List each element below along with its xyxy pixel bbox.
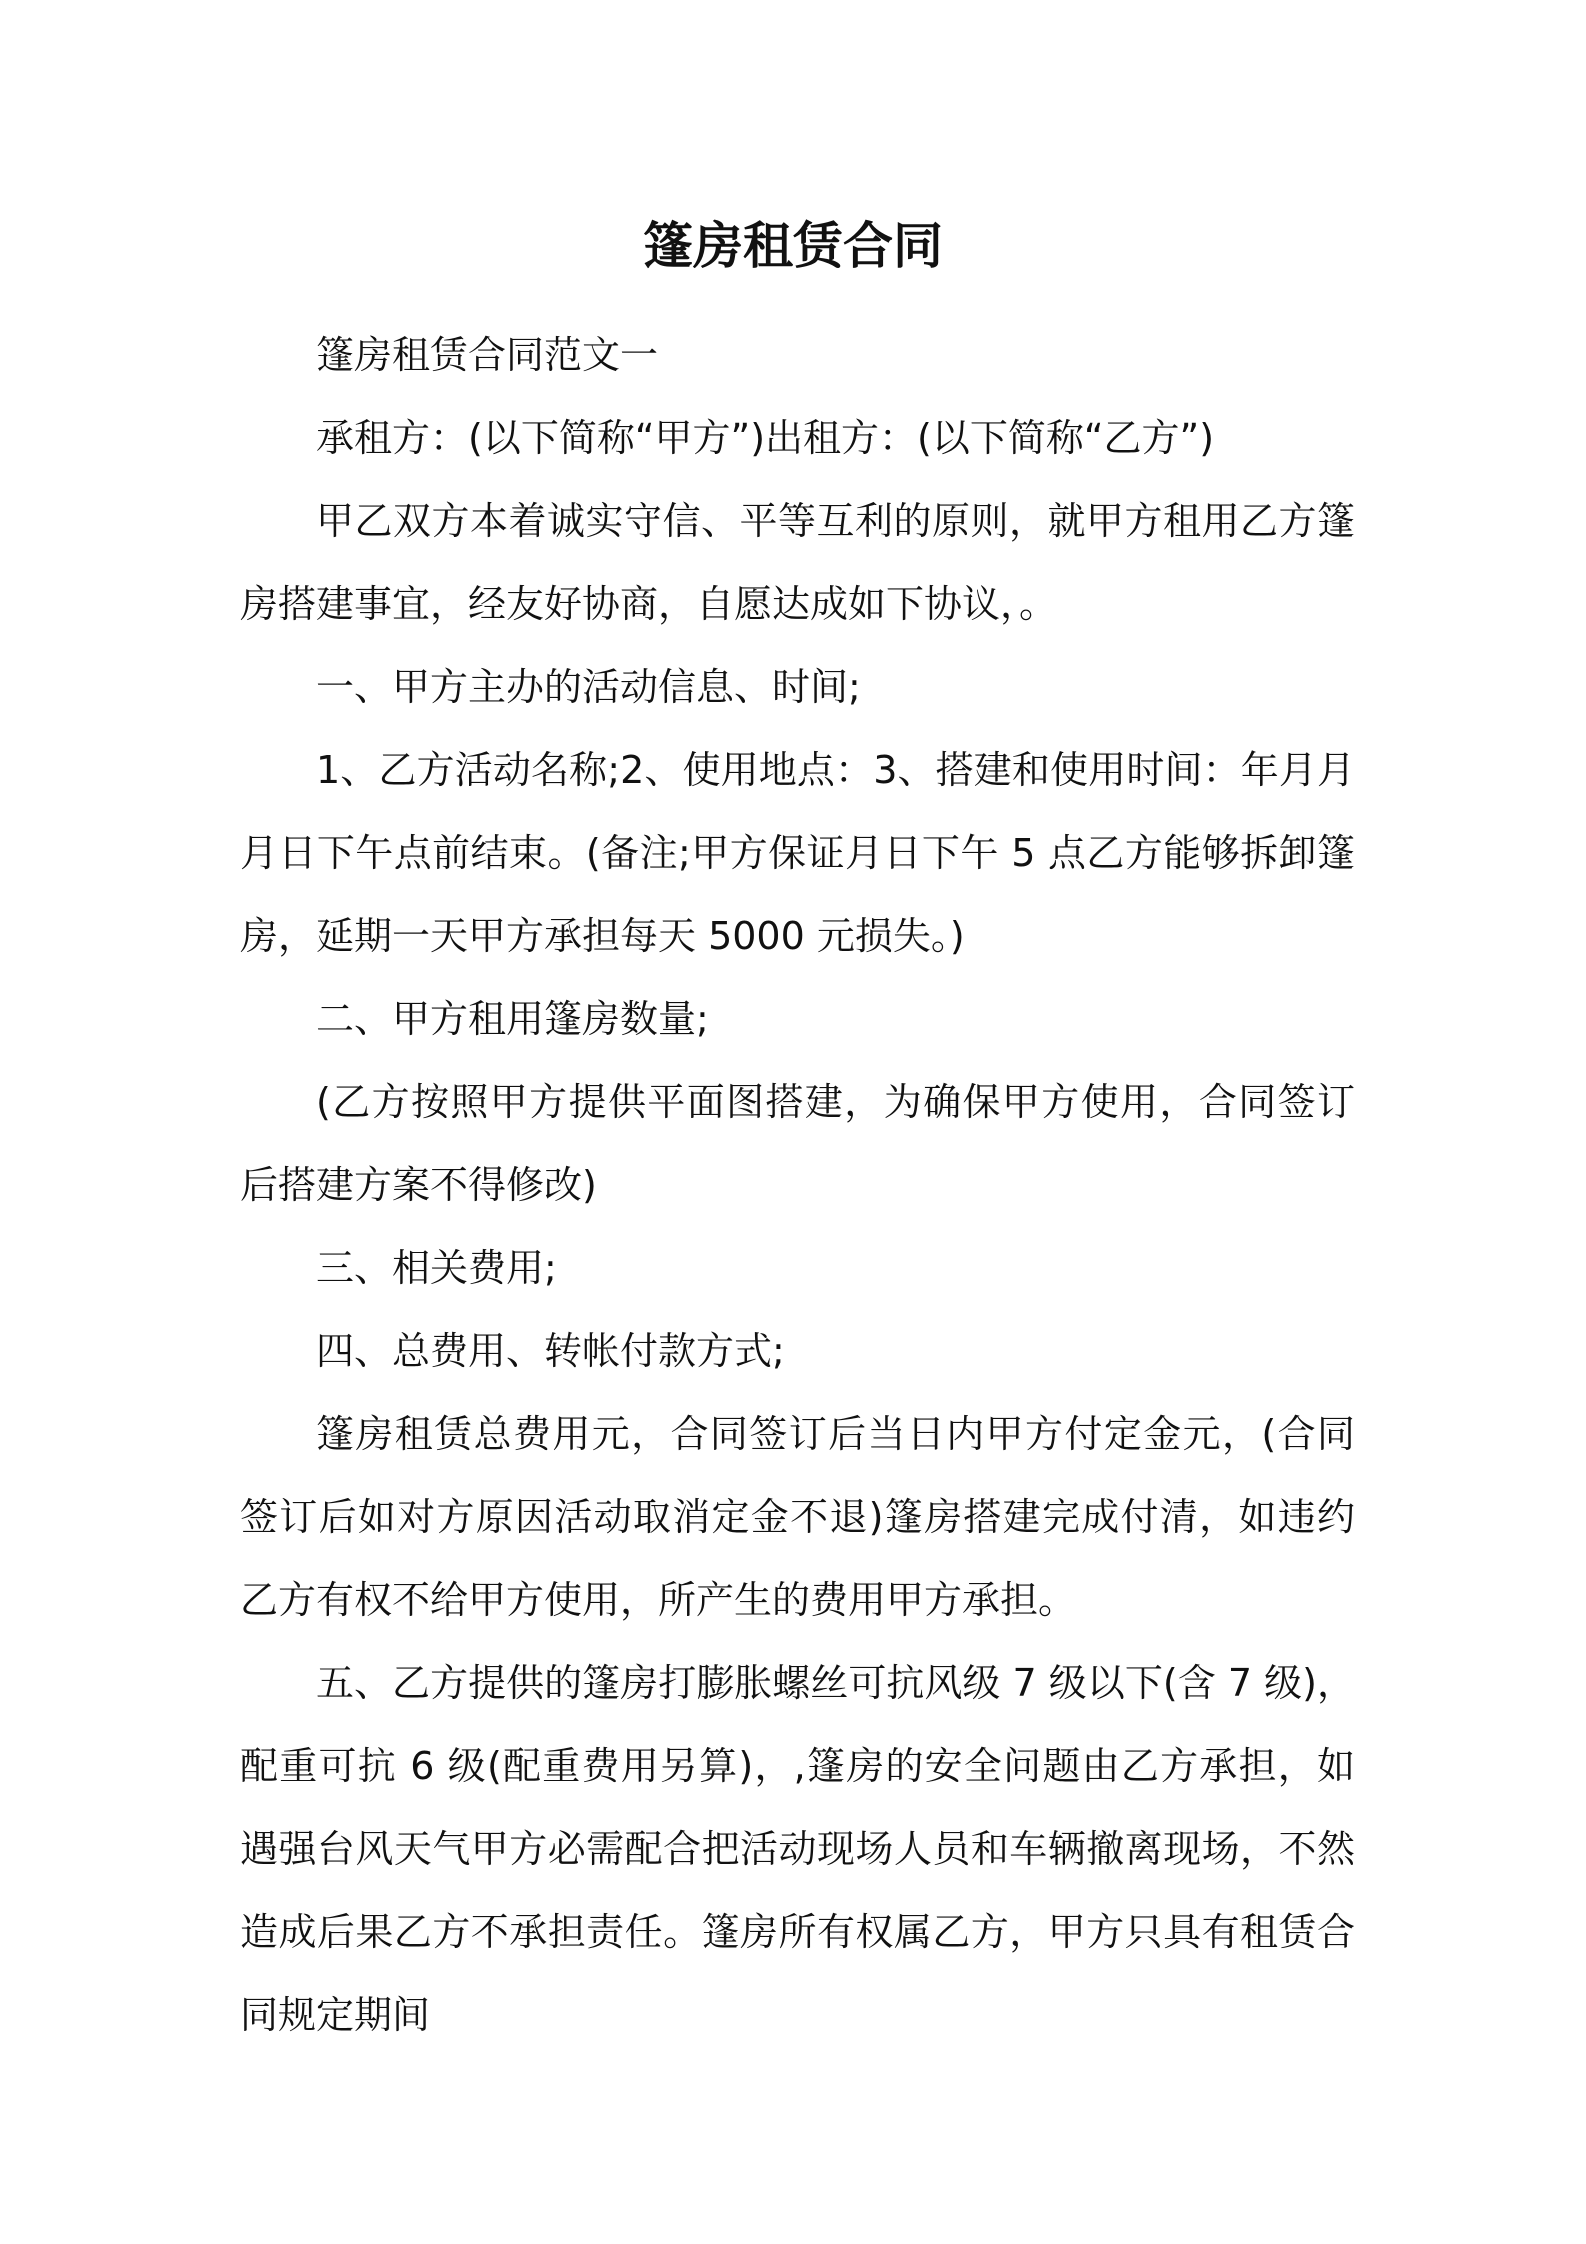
section-heading-3: 三、相关费用;	[316, 1246, 557, 1290]
section-heading-2: 二、甲方租用篷房数量;	[316, 997, 709, 1041]
document-body	[240, 314, 1355, 2057]
paragraph-payment: 篷房租赁总费用元，合同签订后当日内甲方付定金元，(合同签订后如对方原因活动取消定金不退)篷房搭建完成付清，如违约乙方有权不给甲方使用，所产生的费用甲方承担。	[240, 1412, 1355, 1622]
paragraph-safety: 五、乙方提供的篷房打膨胀螺丝可抗风级 7 级以下(含 7 级)，配重可抗 6 级(配重费用另算)，,篷房的安全问题由乙方承担，如遇强台风天气甲方必需配合把活动现场人员和车辆撤离现场，不然造成后果乙方不承担责任。篷房所有权属乙方，甲方只具有租赁合同规定期间	[240, 1661, 1355, 2037]
paragraph-layout-note: (乙方按照甲方提供平面图搭建，为确保甲方使用，合同签订后搭建方案不得修改)	[240, 1080, 1355, 1207]
document-title: 篷房租赁合同	[643, 217, 943, 275]
paragraph-parties: 承租方：(以下简称“甲方”)出租方：(以下简称“乙方”)	[316, 416, 1215, 460]
section-heading-4: 四、总费用、转帐付款方式;	[316, 1329, 785, 1373]
section-heading-1: 一、甲方主办的活动信息、时间;	[316, 665, 861, 709]
paragraph-event-details: 1、乙方活动名称;2、使用地点：3、搭建和使用时间：年月月月日下午点前结束。(备注;甲方保证月日下午 5 点乙方能够拆卸篷房，延期一天甲方承担每天 5000 元损失。)	[240, 748, 1355, 958]
paragraph-preamble: 甲乙双方本着诚实守信、平等互利的原则，就甲方租用乙方篷房搭建事宜，经友好协商，自愿达成如下协议，。	[240, 499, 1355, 626]
paragraph-subtitle: 篷房租赁合同范文一	[316, 333, 659, 377]
